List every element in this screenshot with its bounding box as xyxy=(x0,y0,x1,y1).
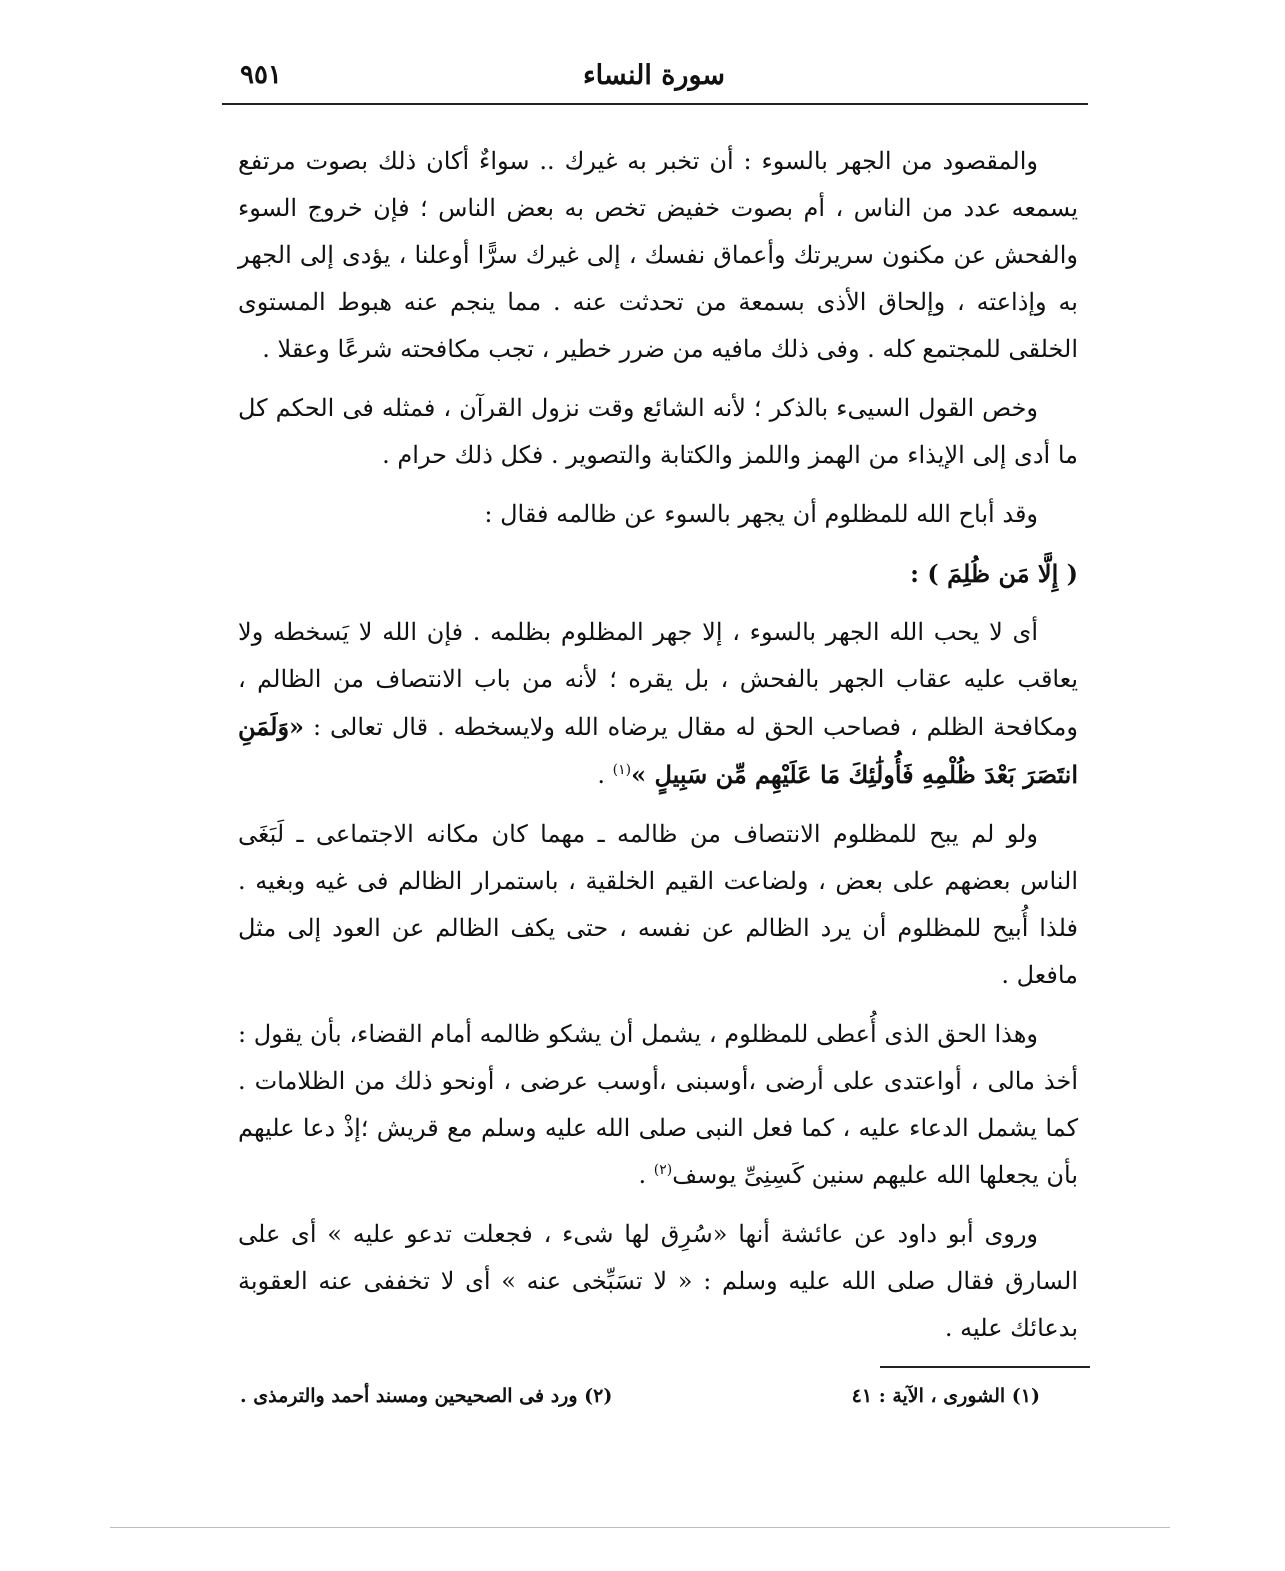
sentence-end: . xyxy=(638,1161,647,1189)
paragraph: والمقصود من الجهر بالسوء : أن تخبر به غيرك .. سواءٌ أكان ذلك بصوت مرتفع يسمعه عدد من الناس ، أم بصوت خفيض تخص به بعض الناس ؛ فإن خروج السوء والفحش عن مكنون سريرتك وأعماق نفسك ، إلى غيرك سرًّا أوعلنا ، يؤدى إلى الجهر به وإذاعته ، وإلحاق الأذى بسمعة من تحدثت عنه . مما ينجم عنه هبوط المستوى الخلقى للمجتمع كله . وفى ذلك مافيه من ضرر خطير ، تجب مكافحته شرعًا وعقلا . xyxy=(238,147,1079,363)
paragraph-text: وهذا الحق الذى أُعطى للمظلوم ، يشمل أن يشكو ظالمه أمام القضاء، بأن يقول : أخذ مالى ، أواعتدى على أرضى ،أوسبنى ،أوسب عرضى ، أونحو ذلك من الظلامات . كما يشمل الدعاء عليه ، كما فعل النبى صلى الله عليه وسلم مع قريش ؛إذْ دعا عليهم بأن يجعلها الله عليهم سنين كَسِنِىِّ يوسف xyxy=(238,1020,1078,1189)
paragraph-with-ref xyxy=(238,1011,1078,1199)
footnote-divider xyxy=(880,1366,1090,1368)
verse-heading: ( إِلَّا مَن ظُلِمَ ) : xyxy=(910,559,1078,588)
paragraph-with-quote xyxy=(238,609,1078,799)
footnote-2: (٢) ورد فى الصحيحين ومسند أحمد والترمذى . xyxy=(240,1385,613,1407)
header-divider xyxy=(222,103,1088,105)
surah-title: سورة النساء xyxy=(582,60,726,91)
scan-edge-line xyxy=(110,1527,1170,1528)
paragraph: وخص القول السيىء بالذكر ؛ لأنه الشائع وقت نزول القرآن ، فمثله فى الحكم كل ما أدى إلى الإيذاء من الهمز واللمز والكتابة والتصوير . فكل ذلك حرام . xyxy=(238,394,1078,469)
page-number: ٩٥١ xyxy=(240,60,282,90)
footnotes xyxy=(240,1385,1060,1425)
footnote-ref-1: (١) xyxy=(612,762,632,778)
paragraph: ولو لم يبح للمظلوم الانتصاف من ظالمه ـ مهما كان مكانه الاجتماعى ـ لَبَغَى الناس بعضهم على بعض ، ولضاعت القيم الخلقية ، باستمرار الظالم فى غيه وبغيه . فلذا أُبيح للمظلوم أن يرد الظالم عن نفسه ، حتى يكف الظالم عن العود إلى مثل مافعل . xyxy=(238,820,1078,989)
sentence-end: . xyxy=(597,761,605,789)
footnote-1: (١) الشورى ، الآية : ٤١ xyxy=(851,1385,1040,1407)
paragraph-text: أى لا يحب الله الجهر بالسوء ، إلا جهر المظلوم بظلمه . فإن الله لا يَسخطه ولا يعاقب عليه عقاب الجهر بالفحش ، بل يقره ؛ لأنه من باب الانتصاف من الظالم ، ومكافحة الظلم ، فصاحب الحق له مقال يرضاه الله ولايسخطه . قال تعالى : xyxy=(238,618,1079,741)
page-header xyxy=(220,60,1088,102)
main-text xyxy=(238,138,1078,1364)
footnote-ref-2: (٢) xyxy=(653,1162,673,1178)
quran-quote: «وَلَمَنِ انتَصَرَ بَعْدَ ظُلْمِهِ فَأُولَٰئِكَ مَا عَلَيْهِم مِّن سَبِيلٍ » xyxy=(238,712,1078,789)
paragraph: وقد أباح الله للمظلوم أن يجهر بالسوء عن ظالمه فقال : xyxy=(484,500,1038,528)
paragraph: وروى أبو داود عن عائشة أنها «سُرِق لها شىء ، فجعلت تدعو عليه » أى على السارق فقال صلى الله عليه وسلم : « لا تسَبِّخى عنه » أى لا تخففى عنه العقوبة بدعائك عليه . xyxy=(238,1220,1078,1342)
